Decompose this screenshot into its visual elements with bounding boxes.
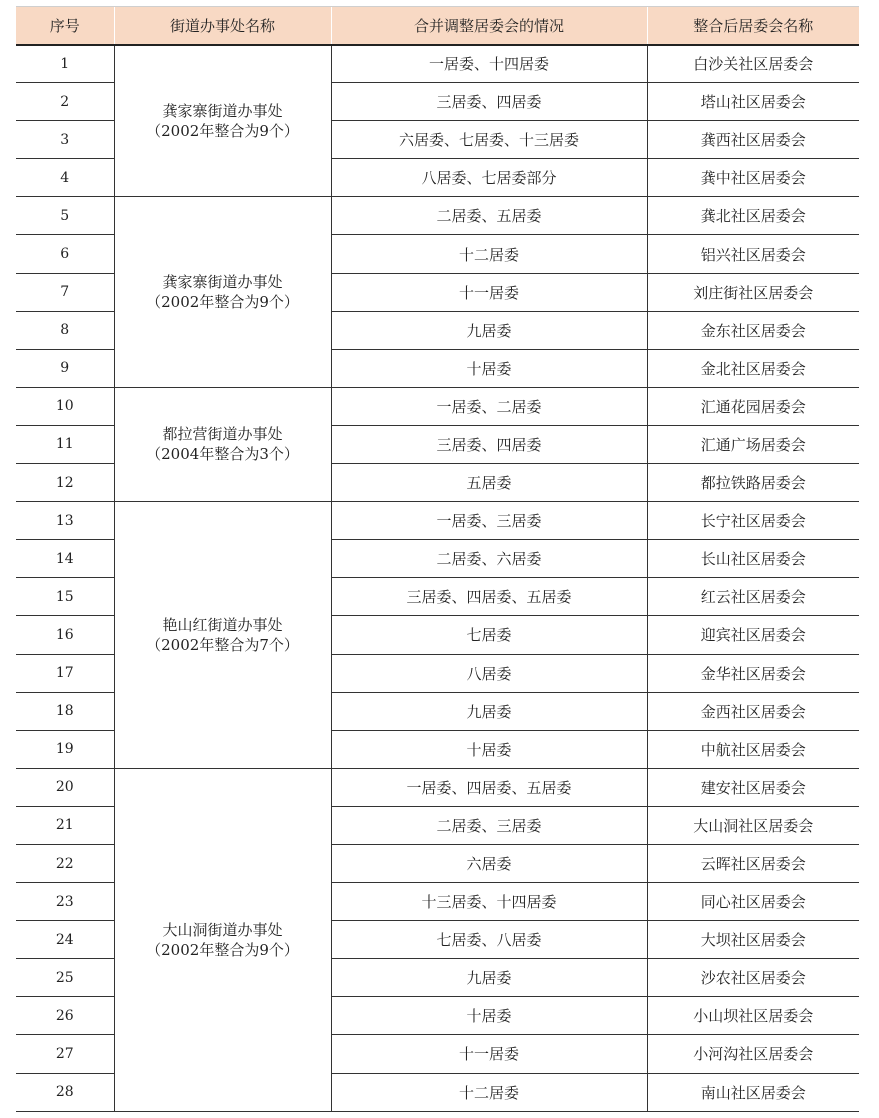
header-serial: 序号 bbox=[16, 7, 114, 45]
merged-cell: 二居委、六居委 bbox=[331, 540, 647, 578]
new-name-cell: 汇通广场居委会 bbox=[647, 425, 859, 463]
serial-cell: 21 bbox=[16, 806, 114, 844]
table-row bbox=[16, 502, 859, 540]
new-name-cell: 长山社区居委会 bbox=[647, 540, 859, 578]
serial-cell: 16 bbox=[16, 616, 114, 654]
office-note: （2002年整合为9个） bbox=[146, 121, 299, 140]
serial-cell: 6 bbox=[16, 235, 114, 273]
merged-cell: 七居委 bbox=[331, 616, 647, 654]
serial-cell: 12 bbox=[16, 464, 114, 502]
new-name-cell: 大坝社区居委会 bbox=[647, 921, 859, 959]
new-name-cell: 白沙关社区居委会 bbox=[647, 45, 859, 83]
serial-cell: 9 bbox=[16, 349, 114, 387]
new-name-cell: 金西社区居委会 bbox=[647, 692, 859, 730]
committee-merge-table bbox=[16, 6, 859, 1112]
office-cell bbox=[114, 387, 331, 501]
new-name-cell: 龚西社区居委会 bbox=[647, 121, 859, 159]
new-name-cell: 红云社区居委会 bbox=[647, 578, 859, 616]
merged-cell: 八居委、七居委部分 bbox=[331, 159, 647, 197]
office-note: （2004年整合为3个） bbox=[146, 445, 299, 464]
merged-cell: 一居委、二居委 bbox=[331, 387, 647, 425]
serial-cell: 5 bbox=[16, 197, 114, 235]
merged-cell: 八居委 bbox=[331, 654, 647, 692]
header-office: 街道办事处名称 bbox=[114, 7, 331, 45]
merged-cell: 三居委、四居委、五居委 bbox=[331, 578, 647, 616]
merged-cell: 一居委、十四居委 bbox=[331, 45, 647, 83]
serial-cell: 7 bbox=[16, 273, 114, 311]
serial-cell: 13 bbox=[16, 502, 114, 540]
serial-cell: 3 bbox=[16, 121, 114, 159]
new-name-cell: 中航社区居委会 bbox=[647, 730, 859, 768]
new-name-cell: 塔山社区居委会 bbox=[647, 83, 859, 121]
new-name-cell: 金华社区居委会 bbox=[647, 654, 859, 692]
new-name-cell: 金北社区居委会 bbox=[647, 349, 859, 387]
serial-cell: 18 bbox=[16, 692, 114, 730]
merged-cell: 三居委、四居委 bbox=[331, 83, 647, 121]
new-name-cell: 长宁社区居委会 bbox=[647, 502, 859, 540]
merged-cell: 六居委、七居委、十三居委 bbox=[331, 121, 647, 159]
table-row bbox=[16, 387, 859, 425]
serial-cell: 17 bbox=[16, 654, 114, 692]
serial-cell: 15 bbox=[16, 578, 114, 616]
merged-cell: 一居委、三居委 bbox=[331, 502, 647, 540]
new-name-cell: 都拉铁路居委会 bbox=[647, 464, 859, 502]
new-name-cell: 南山社区居委会 bbox=[647, 1073, 859, 1111]
new-name-cell: 建安社区居委会 bbox=[647, 768, 859, 806]
merged-cell: 九居委 bbox=[331, 692, 647, 730]
merged-cell: 九居委 bbox=[331, 959, 647, 997]
office-name: 艳山红街道办事处 bbox=[162, 615, 283, 634]
merged-cell: 十二居委 bbox=[331, 1073, 647, 1111]
office-name: 龚家寨街道办事处 bbox=[162, 101, 283, 120]
table-header bbox=[16, 7, 859, 45]
serial-cell: 1 bbox=[16, 45, 114, 83]
serial-cell: 25 bbox=[16, 959, 114, 997]
office-note: （2002年整合为7个） bbox=[146, 635, 299, 654]
new-name-cell: 同心社区居委会 bbox=[647, 883, 859, 921]
new-name-cell: 汇通花园居委会 bbox=[647, 387, 859, 425]
serial-cell: 4 bbox=[16, 159, 114, 197]
office-cell bbox=[114, 768, 331, 1111]
serial-cell: 22 bbox=[16, 844, 114, 882]
merged-cell: 二居委、五居委 bbox=[331, 197, 647, 235]
merged-cell: 十居委 bbox=[331, 349, 647, 387]
new-name-cell: 刘庄街社区居委会 bbox=[647, 273, 859, 311]
office-note: （2002年整合为9个） bbox=[146, 940, 299, 959]
header-new-name: 整合后居委会名称 bbox=[647, 7, 859, 45]
merged-cell: 十居委 bbox=[331, 730, 647, 768]
office-note: （2002年整合为9个） bbox=[146, 293, 299, 312]
serial-cell: 19 bbox=[16, 730, 114, 768]
new-name-cell: 龚北社区居委会 bbox=[647, 197, 859, 235]
office-name: 龚家寨街道办事处 bbox=[162, 273, 283, 292]
office-cell bbox=[114, 45, 331, 197]
table-row bbox=[16, 197, 859, 235]
header-merge-situation: 合并调整居委会的情况 bbox=[331, 7, 647, 45]
serial-cell: 28 bbox=[16, 1073, 114, 1111]
office-name: 大山洞街道办事处 bbox=[162, 920, 283, 939]
merged-cell: 十三居委、十四居委 bbox=[331, 883, 647, 921]
table-row bbox=[16, 768, 859, 806]
serial-cell: 8 bbox=[16, 311, 114, 349]
office-cell bbox=[114, 502, 331, 769]
merged-cell: 五居委 bbox=[331, 464, 647, 502]
serial-cell: 27 bbox=[16, 1035, 114, 1073]
table-body bbox=[16, 45, 859, 1112]
header-row bbox=[16, 7, 859, 45]
merged-cell: 一居委、四居委、五居委 bbox=[331, 768, 647, 806]
new-name-cell: 小河沟社区居委会 bbox=[647, 1035, 859, 1073]
merged-cell: 十一居委 bbox=[331, 1035, 647, 1073]
new-name-cell: 迎宾社区居委会 bbox=[647, 616, 859, 654]
serial-cell: 14 bbox=[16, 540, 114, 578]
table-row bbox=[16, 45, 859, 83]
serial-cell: 10 bbox=[16, 387, 114, 425]
merged-cell: 七居委、八居委 bbox=[331, 921, 647, 959]
merged-cell: 十居委 bbox=[331, 997, 647, 1035]
serial-cell: 24 bbox=[16, 921, 114, 959]
merged-cell: 六居委 bbox=[331, 844, 647, 882]
office-cell bbox=[114, 197, 331, 387]
new-name-cell: 金东社区居委会 bbox=[647, 311, 859, 349]
merged-cell: 九居委 bbox=[331, 311, 647, 349]
merged-cell: 十一居委 bbox=[331, 273, 647, 311]
merged-cell: 二居委、三居委 bbox=[331, 806, 647, 844]
office-name: 都拉营街道办事处 bbox=[162, 425, 283, 444]
merged-cell: 三居委、四居委 bbox=[331, 425, 647, 463]
serial-cell: 11 bbox=[16, 425, 114, 463]
new-name-cell: 铝兴社区居委会 bbox=[647, 235, 859, 273]
new-name-cell: 沙农社区居委会 bbox=[647, 959, 859, 997]
serial-cell: 23 bbox=[16, 883, 114, 921]
merged-cell: 十二居委 bbox=[331, 235, 647, 273]
new-name-cell: 小山坝社区居委会 bbox=[647, 997, 859, 1035]
serial-cell: 26 bbox=[16, 997, 114, 1035]
new-name-cell: 云晖社区居委会 bbox=[647, 844, 859, 882]
serial-cell: 2 bbox=[16, 83, 114, 121]
new-name-cell: 大山洞社区居委会 bbox=[647, 806, 859, 844]
new-name-cell: 龚中社区居委会 bbox=[647, 159, 859, 197]
serial-cell: 20 bbox=[16, 768, 114, 806]
